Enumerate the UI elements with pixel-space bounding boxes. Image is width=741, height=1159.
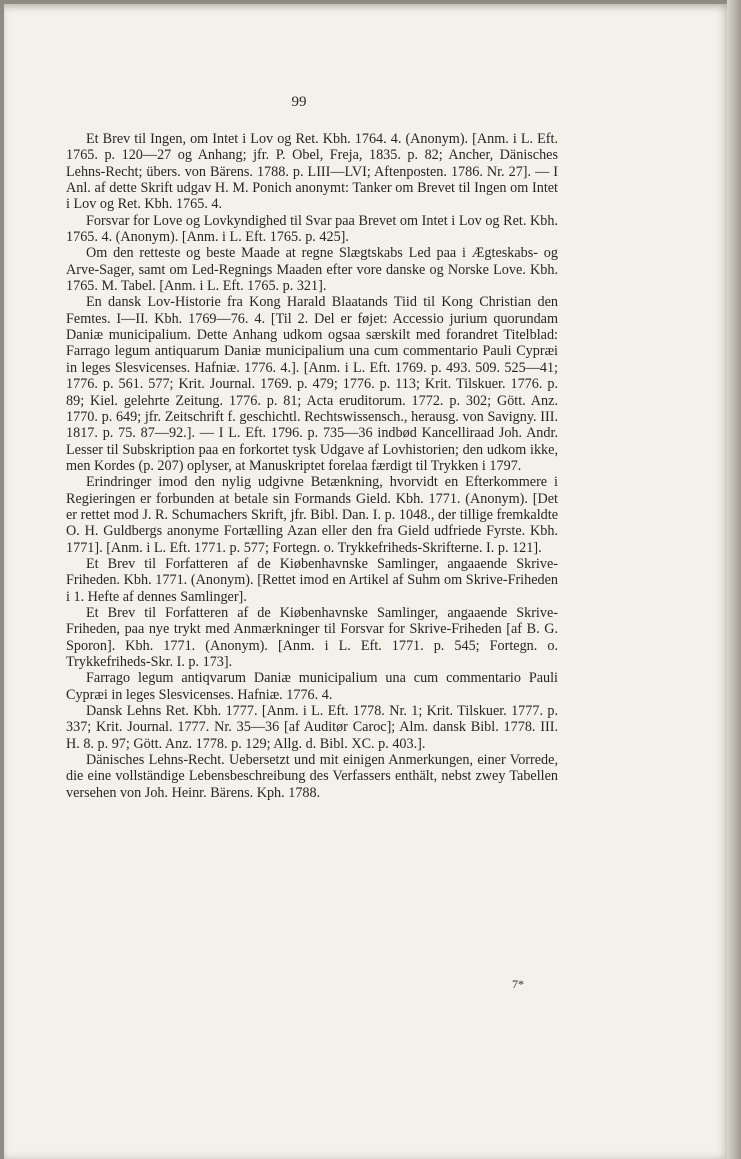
entry-dansk-lehns-ret: Dansk Lehns Ret. Kbh. 1777. [Anm. i L. Eft. 1778. Nr. 1; Krit. Tilskuer. 1777. p. 337; Krit. Journal. 1777. Nr. 35—36 [af Auditør Caroc]; Alm. dansk Bibl. 1778. III. H. 8. p. 97; Gött. Anz. 1778. p. 129; Allg. d. Bibl. XC. p. 403.]. bbox=[66, 703, 558, 752]
entry-forsvar-for-love: Forsvar for Love og Lovkyndighed til Svar paa Brevet om Intet i Lov og Ret. Kbh. 1765. 4. (Anonym). [Anm. i L. Eft. 1765. p. 425]. bbox=[66, 212, 558, 246]
entry-brev-skrive-friheden: Et Brev til Forfatteren af de Kiøbenhavnske Samlinger, angaaende Skrive-Friheden. Kbh. 1771. (Anonym). [Rettet imod en Artikel af Suhm om Skrive-Friheden i 1. Hefte af dennes Samlinger]. bbox=[66, 555, 558, 605]
entry-brev-skrive-friheden-nye: Et Brev til Forfatteren af de Kiøbenhavnske Samlinger, angaaende Skrive-Friheden, paa nye trykt med Anmærkninger til Forsvar for Skrive-Friheden [af B. G. Sporon]. Kbh. 1771. (Anonym). [Anm. i L. Eft. 1771. p. 545; Fortegn. o. Trykkefriheds-Skr. I. p. 173]. bbox=[66, 604, 558, 670]
page-number: 99 bbox=[291, 94, 307, 110]
entry-slaegtskabs-led: Om den retteste og beste Maade at regne Slægtskabs Led paa i Ægteskabs- og Arve-Sager, samt om Led-Regnings Maaden efter vore danske og Norske Love. Kbh. 1765. M. Tabel. [Anm. i L. Eft. 1765. p. 321]. bbox=[66, 245, 558, 295]
book-page bbox=[4, 4, 730, 1159]
signature-mark: 7* bbox=[512, 977, 524, 991]
page-edge bbox=[727, 0, 741, 1159]
entry-lov-historie: En dansk Lov-Historie fra Kong Harald Blaatands Tiid til Kong Christian den Femtes. I—II. Kbh. 1769—76. 4. [Til 2. Del er føjet: Accessio jurium quorundam Daniæ municipalium. Dette Anhang udkom ogsaa særskilt med forandret Titelblad: Farrago legum antiquarum Daniæ municipalium una cum commentario Pauli Cypræi in leges Slesvicenses. Hafniæ. 1776. 4.]. [Anm. i L. Eft. 1769. p. 493. 509. 525—41; 1776. p. 561. 577; Krit. Journal. 1769. p. 479; 1776. p. 113; Krit. Tilskuer. 1776. p. 89; Kiel. gelehrte Zeitung. 1776. p. 81; Acta eruditorum. 1772. p. 302; Gött. Anz. 1770. p. 649; jfr. Zeitschrift f. geschichtl. Rechtswissensch., herausg. von Savigny. III. 1817. p. 75. 87—92.]. — I L. Eft. 1796. p. 735—36 indbød Kancelliraad Joh. Andr. Lesser til Subskription paa en forkortet tysk Udgave af Lovhistorien; den udkom ikke, men Kordes (p. 207) oplyser, at Manuskriptet forelaa færdigt til Trykken i 1797. bbox=[66, 294, 558, 474]
entry-farrago-legum: Farrago legum antiqvarum Daniæ municipalium una cum commentario Pauli Cypræi in leges Slesvicenses. Hafniæ. 1776. 4. bbox=[66, 670, 558, 703]
entry-brev-til-ingen: Et Brev til Ingen, om Intet i Lov og Ret. Kbh. 1764. 4. (Anonym). [Anm. i L. Eft. 1765. p. 120—27 og Anhang; jfr. P. Obel, Freja, 1835. p. 82; Ancher, Dänisches Lehns-Recht; übers. von Bärens. 1788. p. LIII—LVI; Aftenposten. 1786. Nr. 27]. — I Anl. af dette Skrift udgav H. M. Ponich anonymt: Tanker om Brevet til Ingen om Intet i Lov og Ret. Kbh. 1765. 4. bbox=[66, 131, 558, 213]
bibliography-text bbox=[66, 131, 558, 801]
entry-daenisches-lehns-recht: Dänisches Lehns-Recht. Uebersetzt und mit einigen Anmerkungen, einer Vorrede, die eine vollständige Lebensbeschreibung des Verfassers enthält, nebst zwey Tabellen versehen von Joh. Heinr. Bärens. Kph. 1788. bbox=[66, 752, 558, 801]
entry-erindringer: Erindringer imod den nylig udgivne Betænkning, hvorvidt en Efterkommere i Regieringen er forbunden at betale sin Formands Gield. Kbh. 1771. (Anonym). [Det er rettet mod J. R. Schumachers Skrift, jfr. Bibl. Dan. I. p. 1048., der tillige fremkaldte O. H. Guldbergs anonyme Fortælling Azan eller den fra Gield udfriede Fyrste. Kbh. 1771]. [Anm. i L. Eft. 1771. p. 577; Fortegn. o. Trykkefriheds-Skrifterne. I. p. 121]. bbox=[66, 474, 558, 556]
